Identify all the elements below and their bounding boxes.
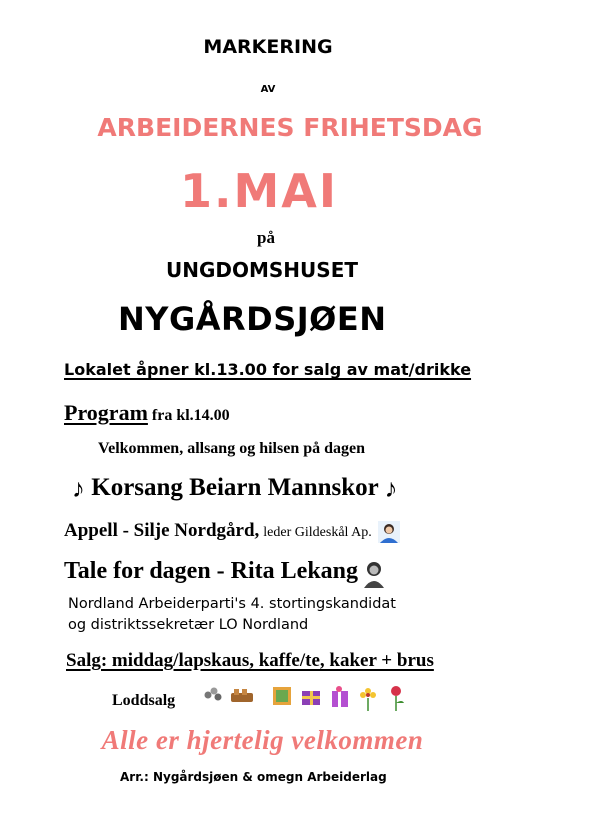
- organizer: Arr.: Nygårdsjøen & omegn Arbeiderlag: [120, 770, 387, 784]
- rose-icon: [391, 686, 404, 711]
- venue-line1: UNGDOMSHUSET: [166, 258, 358, 282]
- welcome-all: Alle er hjertelig velkommen: [101, 725, 424, 755]
- flower-icon: [360, 688, 376, 711]
- speech-desc-2: og distriktssekretær LO Nordland: [68, 617, 309, 633]
- music-note-icon: ♪: [72, 474, 85, 504]
- choir-line: [72, 474, 398, 504]
- coins-icon: [205, 688, 222, 701]
- appeal-role: leder Gildeskål Ap.: [263, 525, 372, 540]
- choir-text: Korsang Beiarn Mannskor: [91, 474, 379, 501]
- av-label: AV: [260, 84, 276, 95]
- markering-title: MARKERING: [203, 36, 333, 58]
- lottery-icons: [198, 683, 418, 713]
- gift-icon: [302, 691, 320, 705]
- cookies-icon: [231, 689, 253, 702]
- venue-line2: NYGÅRDSJØEN: [118, 300, 387, 338]
- event-title: ARBEIDERNES FRIHETSDAG: [97, 113, 483, 142]
- welcome-line: Velkommen, allsang og hilsen på dagen: [98, 440, 366, 457]
- lottery-label: Loddsalg: [112, 692, 176, 709]
- present-icon: [332, 686, 348, 707]
- speech-title: Tale for dagen - Rita Lekang: [64, 558, 359, 584]
- pa-label: på: [257, 228, 275, 247]
- person-icon: [378, 521, 400, 543]
- speech-desc-1: Nordland Arbeiderparti's 4. stortingskandidat: [68, 596, 396, 612]
- appeal-line: [64, 520, 400, 543]
- painting-icon: [273, 687, 291, 705]
- program-time: fra kl.14.00: [151, 407, 230, 424]
- portrait-icon: [362, 560, 386, 588]
- program-label: Program: [64, 400, 148, 425]
- sale-line: Salg: middag/lapskaus, kaffe/te, kaker + brus: [66, 650, 434, 671]
- date-title: 1.MAI: [180, 164, 338, 218]
- speech-line: [64, 558, 386, 588]
- opening-notice: Lokalet åpner kl.13.00 for salg av mat/drikke: [64, 360, 472, 379]
- appeal-name: Appell - Silje Nordgård,: [64, 520, 260, 541]
- music-note-icon: ♪: [384, 474, 398, 504]
- program-line: [64, 400, 230, 426]
